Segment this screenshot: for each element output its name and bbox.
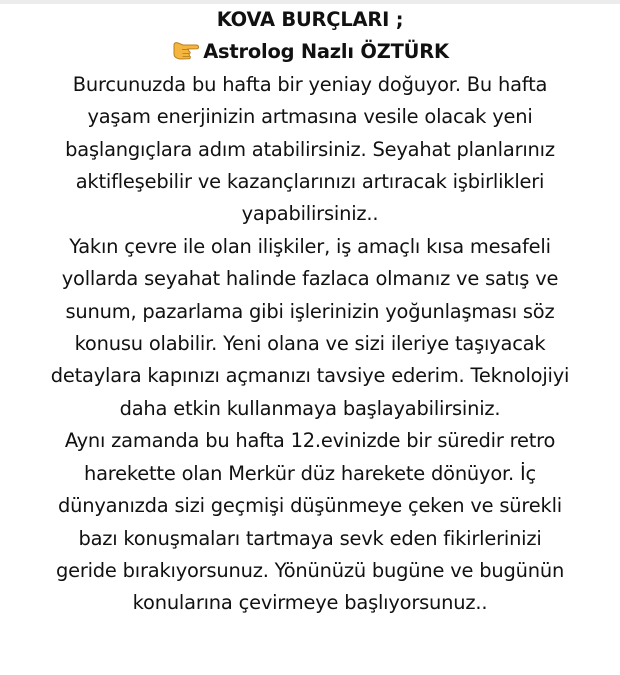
paragraph-2-line-4: konusu olabilir. Yeni olana ve sizi ileriye taşıyacak: [74, 332, 546, 356]
author-name: Astrolog Nazlı ÖZTÜRK: [203, 40, 449, 64]
paragraph-2-line-3: sunum, pazarlama gibi işlerinizin yoğunlaşması söz: [65, 299, 555, 323]
paragraph-2-line-5: detaylara kapınızı açmanızı tavsiye ederim. Teknolojiyi: [50, 364, 570, 388]
paragraph-3-line-4: bazı konuşmaları tartmaya sevk eden fikirlerinizi: [78, 526, 542, 550]
paragraph-1-line-5: yapabilirsiniz..: [241, 202, 379, 226]
horoscope-text: [6, 4, 614, 620]
paragraph-3-line-5: geride bırakıyorsunuz. Yönünüzü bugüne ve bugünün: [55, 558, 565, 582]
paragraph-3-line-3: dünyanızda sizi geçmişi düşünmeye çeken ve sürekli: [58, 494, 562, 518]
paragraph-3-line-1: Aynı zamanda bu hafta 12.evinizde bir süredir retro: [64, 429, 556, 453]
paragraph-2-line-2: yollarda seyahat halinde fazlaca olmanız ve satış ve: [61, 267, 559, 291]
paragraph-1-line-2: yaşam enerjinizin artmasına vesile olacak yeni: [87, 105, 533, 129]
paragraph-1-line-1: Burcunuzda bu hafta bir yeniay doğuyor. Bu hafta: [72, 72, 548, 96]
horoscope-title: KOVA BURÇLARI ;: [216, 8, 404, 31]
paragraph-2-line-1: Yakın çevre ile olan ilişkiler, iş amaçlı kısa mesafeli: [69, 234, 551, 258]
paragraph-2-line-6: daha etkin kullanmaya başlayabilirsiniz.: [119, 396, 501, 420]
paragraph-1-line-3: başlangıçlara adım atabilirsiniz. Seyahat planlarınız: [65, 137, 555, 161]
author-line: [6, 36, 614, 68]
backhand-index-pointing-right-icon: [171, 39, 201, 61]
paragraph-3-line-6: konularına çevirmeye başlıyorsunuz..: [132, 591, 488, 615]
paragraph-1-line-4: aktifleşebilir ve kazançlarınızı artıracak işbirlikleri: [75, 170, 545, 194]
paragraph-3-line-2: harekette olan Merkür düz harekete dönüyor. İç: [84, 461, 536, 485]
